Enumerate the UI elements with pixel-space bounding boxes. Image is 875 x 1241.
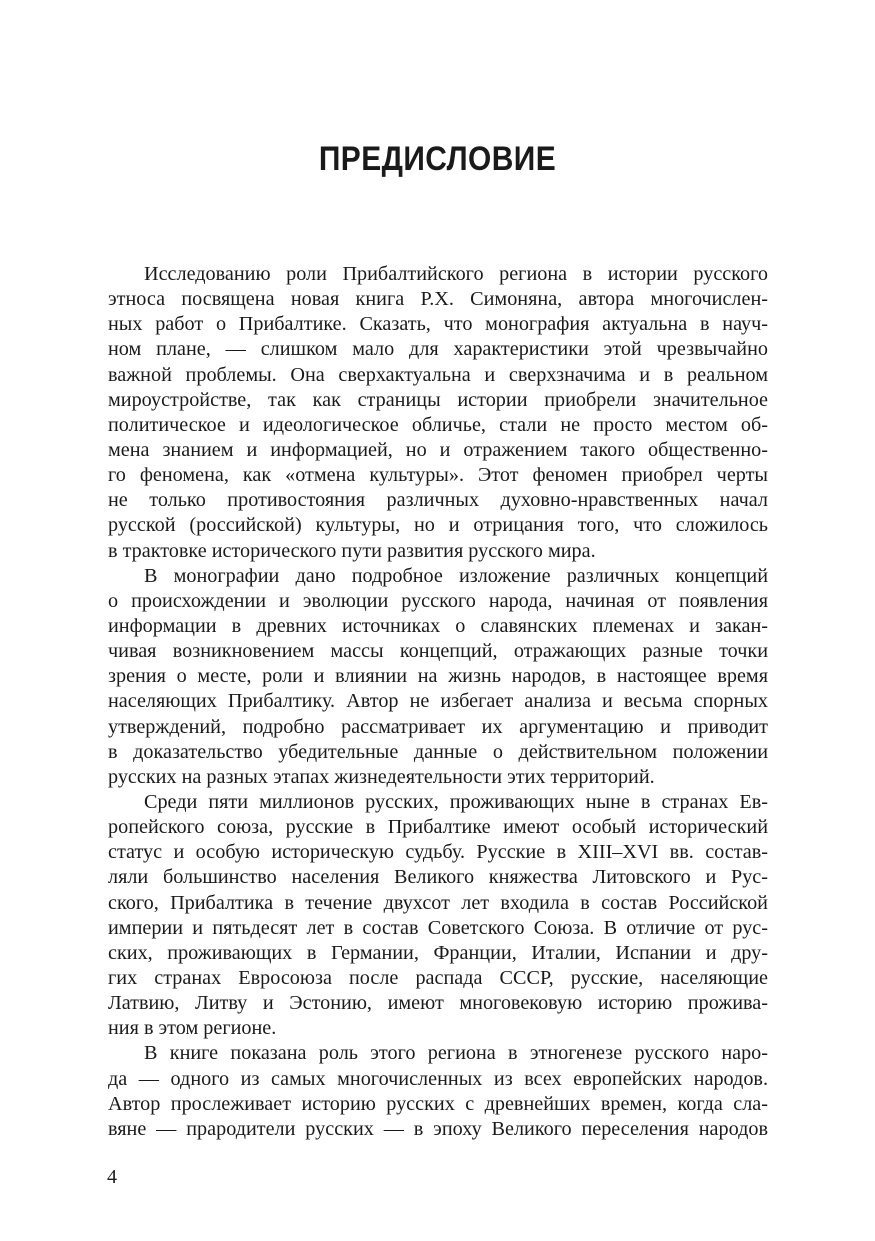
text-line: о происхождении и эволюции русского народа, начиная от появления bbox=[108, 589, 768, 612]
text-line: в трактовке исторического пути развития русского мира. bbox=[108, 539, 596, 562]
text-line: империи и пятьдесят лет в состав Советского Союза. В отличие от рус- bbox=[108, 916, 768, 939]
text-line: ского, Прибалтика в течение двухсот лет входила в состав Российской bbox=[108, 891, 768, 914]
text-line: чивая возникновением массы концепций, отражающих разные точки bbox=[108, 640, 768, 663]
paragraph bbox=[108, 790, 768, 1041]
text-line: гих странах Евросоюза после распада СССР, русские, населяющие bbox=[108, 966, 768, 989]
paragraph bbox=[108, 1041, 768, 1142]
paragraph bbox=[108, 564, 768, 790]
text-line: В книге показана роль этого региона в этногенезе русского наро- bbox=[144, 1042, 768, 1065]
text-line: ропейского союза, русские в Прибалтике имеют особый исторический bbox=[108, 816, 768, 839]
text-line: информации в древних источниках о славянских племенах и закан- bbox=[108, 614, 768, 637]
text-line: населяющих Прибалтику. Автор не избегает анализа и весьма спорных bbox=[108, 690, 768, 713]
body-text bbox=[108, 262, 768, 1142]
text-line: утверждений, подробно рассматривает их аргументацию и приводит bbox=[108, 715, 768, 738]
text-line: мена знанием и информацией, но и отражением такого общественно- bbox=[108, 438, 768, 461]
text-line: ляли большинство населения Великого княжества Литовского и Рус- bbox=[108, 866, 768, 889]
page-title: ПРЕДИСЛОВИЕ bbox=[318, 140, 557, 178]
text-line: ских, проживающих в Германии, Франции, Италии, Испании и дру- bbox=[108, 941, 768, 964]
text-line: статус и особую историческую судьбу. Русские в XIII–XVI вв. состав- bbox=[108, 841, 768, 864]
text-line: ном плане, — слишком мало для характеристики этой чрезвычайно bbox=[108, 338, 768, 361]
paragraph bbox=[108, 262, 768, 564]
text-line: Исследованию роли Прибалтийского региона в истории русского bbox=[144, 263, 768, 285]
text-line: ных работ о Прибалтике. Сказать, что монография актуальна в науч- bbox=[108, 313, 768, 336]
text-line: этноса посвящена новая книга Р.Х. Симоняна, автора многочислен- bbox=[108, 288, 768, 311]
page-number: 4 bbox=[107, 1166, 117, 1188]
text-line: да — одного из самых многочисленных из всех европейских народов. bbox=[108, 1067, 768, 1090]
text-line: русской (российской) культуры, но и отрицания того, что сложилось bbox=[108, 514, 768, 537]
text-line: Среди пяти миллионов русских, проживающих ныне в странах Ев- bbox=[144, 790, 768, 813]
text-line: ния в этом регионе. bbox=[108, 1017, 277, 1040]
text-line: важной проблемы. Она сверхактуальна и сверхзначима и в реальном bbox=[108, 363, 768, 386]
text-line: Автор прослеживает историю русских с древнейших времен, когда сла- bbox=[108, 1092, 768, 1115]
text-line: политическое и идеологическое обличье, стали не просто местом об- bbox=[108, 413, 768, 436]
text-line: русских на разных этапах жизнедеятельности этих территорий. bbox=[108, 765, 655, 788]
text-line: мироустройстве, так как страницы истории приобрели значительное bbox=[108, 388, 768, 411]
text-line: не только противостояния различных духовно-нравственных начал bbox=[108, 489, 768, 512]
text-line: в доказательство убедительные данные о действительном положении bbox=[108, 740, 768, 763]
text-line: Латвию, Литву и Эстонию, имеют многовековую историю прожива- bbox=[108, 992, 768, 1015]
text-line: го феномена, как «отмена культуры». Этот феномен приобрел черты bbox=[108, 464, 768, 487]
text-line: В монографии дано подробное изложение различных концепций bbox=[144, 564, 768, 587]
text-line: вяне — прародители русских — в эпоху Великого переселения народов bbox=[108, 1117, 768, 1140]
text-line: зрения о месте, роли и влиянии на жизнь народов, в настоящее время bbox=[108, 665, 768, 688]
